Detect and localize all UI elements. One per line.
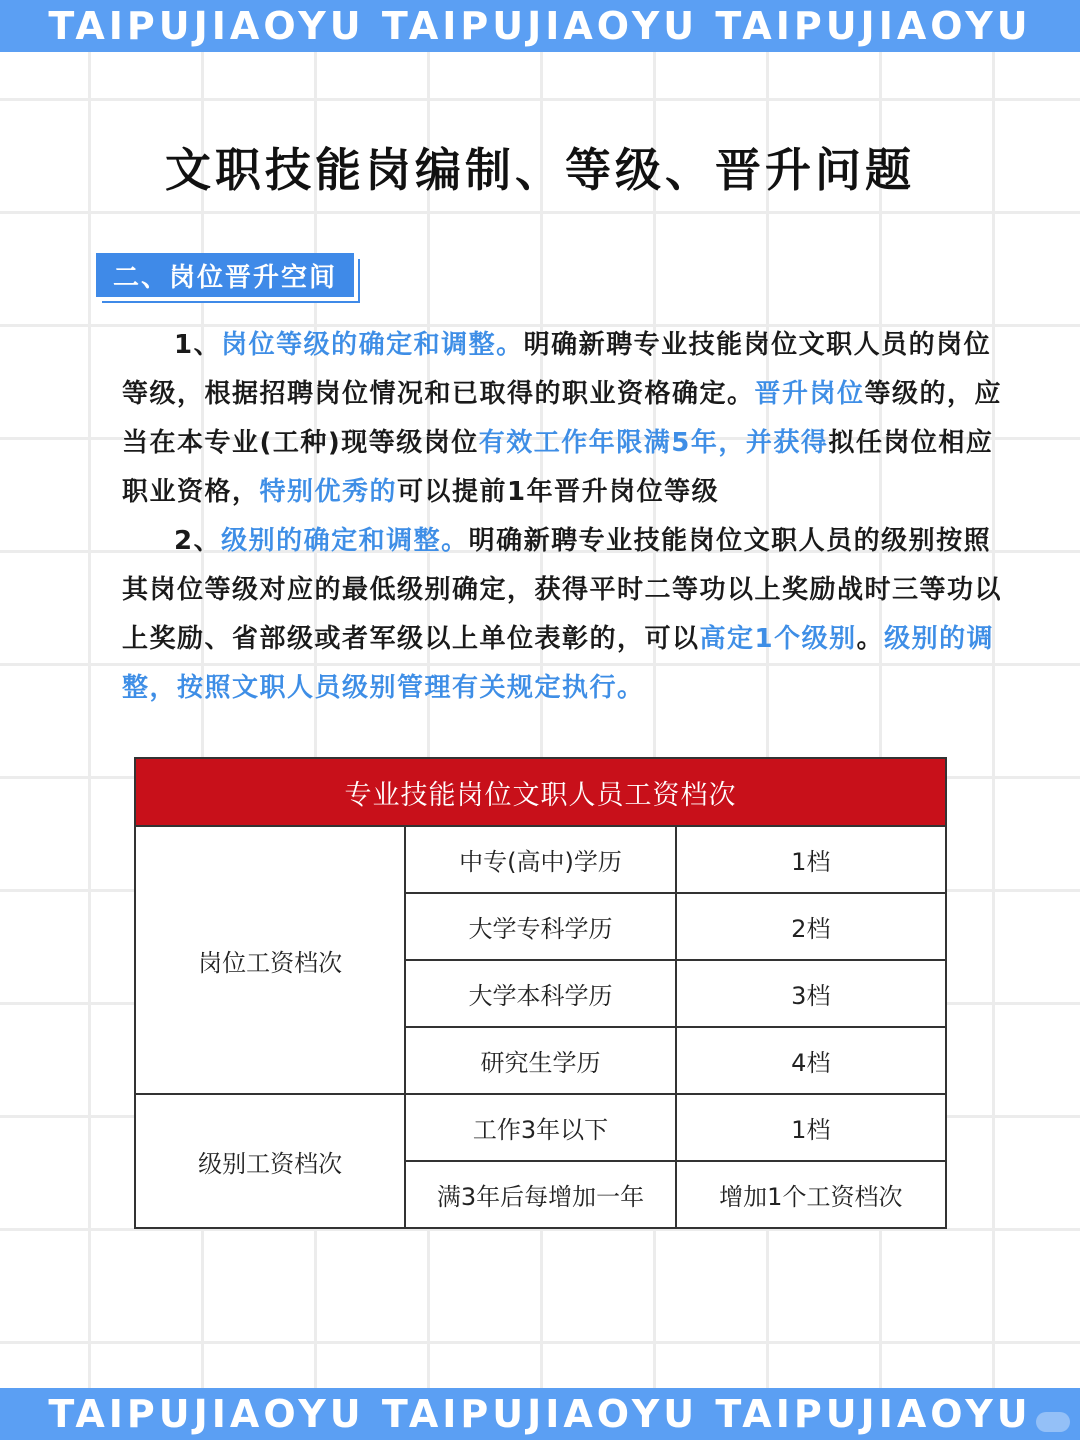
p1-text-2: 等级的，应当在本专业(工种)现等级岗位: [122, 379, 1003, 458]
group-label-level-wage: 级别工资档次: [135, 1094, 405, 1228]
p1-text-3: 拟任岗位相应职业资格，: [122, 428, 994, 507]
table-cell-grade: 增加1个工资档次: [676, 1161, 946, 1228]
bottom-banner-text: TAIPUJIAOYU TAIPUJIAOYU TAIPUJIAOYU: [48, 1392, 1032, 1436]
p2-prefix: 2、: [174, 526, 222, 556]
table-row: [135, 826, 946, 893]
wage-table: [134, 757, 947, 1229]
p1-highlight-4: 特别优秀的: [259, 477, 398, 507]
table-cell-grade: 3档: [676, 960, 946, 1027]
page-title: 文职技能岗编制、等级、晋升问题: [165, 143, 915, 197]
top-banner: [0, 0, 1080, 52]
p2-highlight-2: 高定1个级别: [699, 624, 857, 654]
group-label-post-wage: 岗位工资档次: [135, 826, 405, 1094]
p1-prefix: 1、: [174, 330, 222, 360]
p1-highlight-1: 岗位等级的确定和调整。: [221, 330, 524, 360]
watermark-badge: [1036, 1412, 1070, 1432]
p2-highlight-3: 级别的调整，按照文职人员级别管理有关规定执行。: [122, 624, 995, 703]
table-cell-condition: 大学专科学历: [405, 893, 675, 960]
table-cell-condition: 工作3年以下: [405, 1094, 675, 1161]
table-cell-condition: 研究生学历: [405, 1027, 675, 1094]
bottom-banner: [0, 1388, 1080, 1440]
table-header: 专业技能岗位文职人员工资档次: [135, 758, 946, 826]
p2-highlight-1: 级别的确定和调整。: [221, 526, 469, 556]
table-cell-condition: 大学本科学历: [405, 960, 675, 1027]
p1-highlight-2: 晋升岗位: [754, 379, 865, 409]
p1-highlight-3: 有效工作年限满5年，并获得: [478, 428, 829, 458]
table-cell-grade: 1档: [676, 1094, 946, 1161]
body-text: [122, 321, 1006, 713]
paragraph-2: [122, 517, 1006, 713]
top-banner-text: TAIPUJIAOYU TAIPUJIAOYU TAIPUJIAOYU: [48, 4, 1032, 48]
p2-text-1: 明确新聘专业技能岗位文职人员的级别按照其岗位等级对应的最低级别确定，获得平时二等功以上奖励战时三等功以上奖励、省部级或者军级以上单位表彰的，可以: [122, 526, 1003, 654]
table-cell-condition: 中专(高中)学历: [405, 826, 675, 893]
table-cell-condition: 满3年后每增加一年: [405, 1161, 675, 1228]
table-cell-grade: 2档: [676, 893, 946, 960]
paragraph-1: [122, 321, 1006, 517]
table-cell-grade: 4档: [676, 1027, 946, 1094]
table-cell-grade: 1档: [676, 826, 946, 893]
table-row: [135, 1094, 946, 1161]
table-header-row: [135, 758, 946, 826]
p2-text-2: 。: [856, 624, 885, 654]
p1-text-1: 明确新聘专业技能岗位文职人员的岗位等级，根据招聘岗位情况和已取得的职业资格确定。: [122, 330, 992, 409]
section-heading-label: 二、岗位晋升空间: [112, 262, 337, 293]
p1-text-4: 可以提前1年晋升岗位等级: [397, 477, 720, 507]
section-heading: [96, 253, 354, 297]
